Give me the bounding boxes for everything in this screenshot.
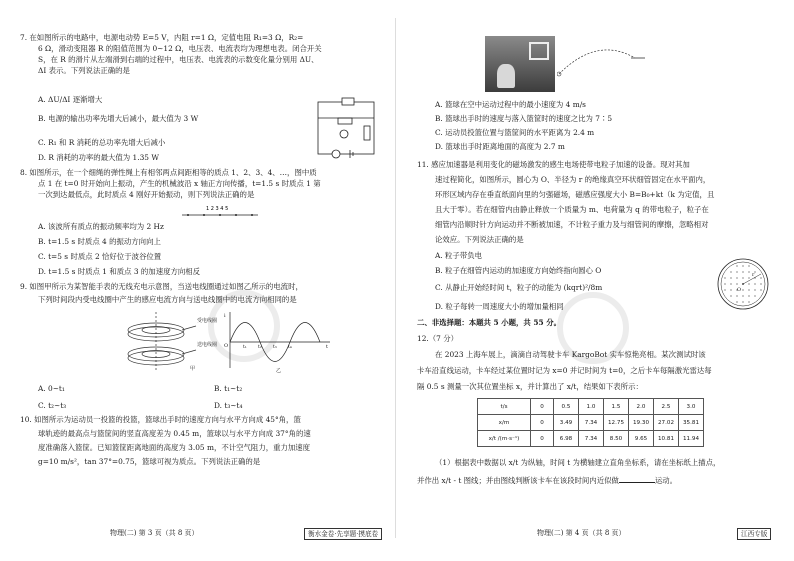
table-cell: 2.0: [629, 399, 654, 415]
q11-option-d: D. 粒子每转一周速度大小的增加量相同: [435, 302, 564, 311]
q11-fig-radius-label: r: [752, 272, 755, 278]
field-dot: [760, 283, 761, 284]
table-cell: 0.5: [554, 399, 579, 415]
field-dot: [754, 289, 755, 290]
field-dot: [742, 301, 743, 302]
field-dot: [748, 295, 749, 296]
field-dot: [730, 271, 731, 272]
q8-line-2: 点 1 在 t=0 时开始向上振动，产生的机械波沿 x 轴正方向传播，t=1.5 s 时质点 1 第: [38, 179, 321, 188]
table-cell: 35.81: [679, 415, 704, 431]
answer-blank[interactable]: [619, 482, 655, 483]
table-cell: 9.65: [629, 431, 654, 447]
q8-point-labels: 1 2 3 4 5: [206, 206, 229, 212]
table-cell: 27.02: [654, 415, 679, 431]
field-dot: [742, 289, 743, 290]
q10-line-1: 10. 如图所示为运动员一投篮的投篮，篮球出手时的速度方向与水平方向成 45°角，篮: [20, 415, 301, 424]
q7-option-b: B. 电源的输出功率先增大后减小，最大值为 3 W: [38, 114, 199, 123]
column-divider: [395, 18, 396, 538]
table-cell: 3.49: [554, 415, 579, 431]
field-dot: [760, 277, 761, 278]
table-cell: x/t /(m·s⁻¹): [478, 431, 531, 447]
field-dot: [748, 265, 749, 266]
q10-line-2: 球轨迹的最高点与篮筐间的竖直高度差为 0.45 m，篮球以与水平方向成 37°角的速: [38, 429, 311, 438]
q9-line-2: 下列时间段内受电线圈中产生的感应电流方向与送电线圈中的电流方向相同的是: [38, 295, 297, 304]
q10-trajectory-figure: [557, 40, 647, 80]
q9-send-coil-label: 送电线圈: [197, 342, 218, 348]
q8-option-c: C. t=5 s 时质点 2 恰好位于波谷位置: [38, 252, 162, 261]
page-4-footer: 物理(二) 第 4 页（共 8 页）: [537, 529, 626, 537]
q9-option-d: D. t₃~t₄: [214, 401, 243, 410]
q12-data-table: [477, 398, 704, 447]
q9-option-a: A. 0~t₁: [38, 384, 65, 393]
q7-circuit-figure: [314, 96, 380, 166]
field-dot: [742, 277, 743, 278]
q7-option-a: A. ΔU/ΔI 逐渐增大: [38, 95, 103, 104]
q11-line-5: 细管内沿顺时针方向运动并不断被加速，不计粒子重力及与细管间的摩擦，忽略相对: [435, 220, 709, 229]
field-dot: [730, 277, 731, 278]
q9-line-1: 9. 如图甲所示为某智能手表的无线充电示意图，当送电线圈通过如图乙所示的电流时，: [20, 282, 303, 291]
q10-line-3: 度准确落入篮筐。已知篮筐距离地面的高度为 3.05 m，不计空气阻力，重力加速度: [38, 443, 311, 452]
q9-option-c: C. t₂~t₃: [38, 401, 67, 410]
q9-fig-yi-label: 乙: [276, 368, 282, 374]
table-cell: 2.5: [654, 399, 679, 415]
q7-line-2: 6 Ω，滑动变阻器 R 的阻值范围为 0~12 Ω，电压表、电流表均为理想电表。闭合开关: [38, 44, 322, 53]
field-dot: [736, 301, 737, 302]
field-dot: [724, 283, 725, 284]
q7-line-3: S，在 R 的滑片从左端滑到右端的过程中，电压表、电流表的示数变化量分别用 ΔU、: [38, 55, 319, 64]
q11-line-1: 11. 感应加速器是利用变化的磁场激发的感生电场使带电粒子加速的设备。现对其加: [417, 160, 690, 169]
field-dot: [748, 289, 749, 290]
q8-option-d: D. t=1.5 s 时质点 1 和质点 3 的加速度方向相反: [38, 267, 201, 276]
field-dot: [748, 301, 749, 302]
q12-line-2: 卡车沿直线运动，卡车经过某位置时记为 x=0 并记时间为 t=0，之后卡车每隔激光雷达每: [417, 366, 712, 375]
field-dot: [736, 283, 737, 284]
q10-option-d: D. 篮球出手时距离地面的高度为 2.7 m: [435, 142, 565, 151]
q11-line-3: 环形区域内存在垂直纸面向里的匀强磁场，磁感应强度大小 B=B₀+kt（k 为定值，且: [435, 190, 715, 199]
table-cell: 8.50: [604, 431, 629, 447]
q8-option-b: B. t=1.5 s 时质点 4 的振动方向向上: [38, 237, 161, 246]
q9-graph-i-label: i: [224, 313, 226, 319]
q9-option-b: B. t₁~t₂: [214, 384, 243, 393]
field-dot: [754, 295, 755, 296]
table-cell: 6.98: [554, 431, 579, 447]
field-dot: [736, 277, 737, 278]
q10-option-b: B. 篮球出手时的速度与落入篮筐时的速度之比为 7∶5: [435, 114, 613, 123]
table-cell: 7.34: [579, 415, 604, 431]
field-dot: [760, 289, 761, 290]
field-dot: [730, 289, 731, 290]
q10-option-c: C. 运动员投篮位置与篮筐间的水平距离为 2.4 m: [435, 128, 595, 137]
page-3-footer: 物理(二) 第 3 页（共 8 页）: [110, 529, 199, 537]
q9-graph-origin-label: O: [224, 343, 229, 349]
page-4: [397, 0, 782, 561]
field-dot: [742, 265, 743, 266]
q12-title: 12.（7 分）: [417, 334, 458, 343]
q8-line-1: 8. 如图所示，在一个细绳的弹性绳上有相邻两点间距相等的质点 1、2、3、4、…，图中质: [20, 168, 317, 177]
table-cell: 3.0: [679, 399, 704, 415]
q8-option-a: A. 该波所有质点的振动频率均为 2 Hz: [38, 222, 164, 231]
q9-graph-t2: t₂: [258, 345, 262, 350]
q12-sub1-line-2: [417, 476, 677, 487]
table-cell: x/m: [478, 415, 531, 431]
table-cell: 0: [531, 431, 554, 447]
field-dot: [748, 277, 749, 278]
q12-sub1-text: 并作出 x/t - t 图线；并由图线判断该卡车在该段时间内近似做: [417, 476, 619, 485]
field-dot: [754, 283, 755, 284]
series-label-box: 衡水金卷·先享题·摸底卷: [304, 528, 382, 540]
field-dot: [724, 289, 725, 290]
q8-line-3: 一次到达最低点，此时质点 4 刚好开始振动，则下列说法正确的是: [38, 190, 255, 199]
q9-graph-t-label: t: [326, 344, 329, 350]
q7-option-d: D. R 消耗的功率的最大值为 1.35 W: [38, 153, 159, 162]
table-row: [478, 415, 704, 431]
table-cell: 10.81: [654, 431, 679, 447]
region-label-box: 江西专版: [737, 528, 771, 540]
basketball-photo: [485, 36, 555, 92]
table-cell: 12.75: [604, 415, 629, 431]
field-dot: [730, 295, 731, 296]
q9-fig-jia-label: 甲: [190, 366, 196, 372]
q10-line-4: g=10 m/s²，tan 37°=0.75，篮球可视为质点。下列说法正确的是: [38, 457, 261, 466]
q9-recv-coil-label: 受电线圈: [197, 318, 218, 324]
q7-option-c: C. R₁ 和 R 消耗的总功率先增大后减小: [38, 138, 166, 147]
field-dot: [742, 295, 743, 296]
table-cell: 0: [531, 399, 554, 415]
table-cell: 0: [531, 415, 554, 431]
q9-graph-t4: t₄: [288, 345, 292, 350]
player-silhouette: [497, 64, 515, 88]
q11-line-6: 论效应。下列说法正确的是: [435, 235, 524, 244]
field-dot: [724, 277, 725, 278]
q11-option-c: C. 从静止开始经时间 t，粒子的动能为 (kqrt)²/8m: [435, 283, 603, 292]
field-dot: [736, 265, 737, 266]
table-cell: 1.0: [579, 399, 604, 415]
q12-line-3: 隔 0.5 s 测量一次其位置坐标 x，并计算出了 x/t，结果如下表所示：: [417, 382, 643, 391]
q11-option-b: B. 粒子在细管内运动的加速度方向始终指向圆心 O: [435, 266, 602, 275]
section-2-heading: 二、非选择题：本题共 5 小题，共 55 分。: [417, 318, 561, 327]
q12-sub1-line-1: （1）根据表中数据以 x/t 为纵轴，时间 t 为横轴建立直角坐标系，请在坐标纸上描点，: [435, 458, 721, 467]
table-cell: 1.5: [604, 399, 629, 415]
q10-option-a: A. 篮球在空中运动过程中的最小速度为 4 m/s: [435, 100, 586, 109]
field-dot: [736, 295, 737, 296]
field-dot: [754, 271, 755, 272]
page-3: [0, 0, 385, 561]
q7-line-1: 7. 在如图所示的电路中，电源电动势 E=5 V，内阻 r=1 Ω，定值电阻 R₁=3 Ω，R₂=: [20, 33, 304, 42]
table-cell: 11.94: [679, 431, 704, 447]
table-row: [478, 399, 704, 415]
q11-ring-figure: [715, 256, 771, 312]
q9-current-graph: [222, 310, 334, 374]
field-dot: [730, 283, 731, 284]
q11-option-a: A. 粒子带负电: [435, 251, 482, 260]
q11-line-2: 速过程简化，如图所示，圆心为 O、半径为 r 的绝缘真空环状细管固定在水平面内，: [435, 175, 711, 184]
q9-graph-t1: t₁: [243, 345, 247, 350]
q9-graph-t3: t₃: [273, 345, 277, 350]
q11-line-4: 且大于零）。若在细管内由静止释放一个质量为 m、电荷量为 q 的带电粒子，粒子在: [435, 205, 709, 214]
field-dot: [736, 271, 737, 272]
q11-fig-center-label: O: [737, 287, 742, 293]
table-row: [478, 431, 704, 447]
q12-line-1: 在 2023 上海车展上，滴滴自动驾驶卡车 KargoBot 实车惊艳亮相。某次测试时该: [435, 350, 706, 359]
q7-line-4: ΔI 表示。下列说法正确的是: [38, 66, 130, 75]
table-cell: t/s: [478, 399, 531, 415]
field-dot: [748, 271, 749, 272]
field-dot: [742, 271, 743, 272]
field-dot: [748, 283, 749, 284]
q8-rope-figure: [180, 204, 260, 218]
q12-sub1-end: 运动。: [654, 476, 678, 485]
table-cell: 19.30: [629, 415, 654, 431]
backboard: [529, 42, 549, 60]
table-cell: 7.34: [579, 431, 604, 447]
